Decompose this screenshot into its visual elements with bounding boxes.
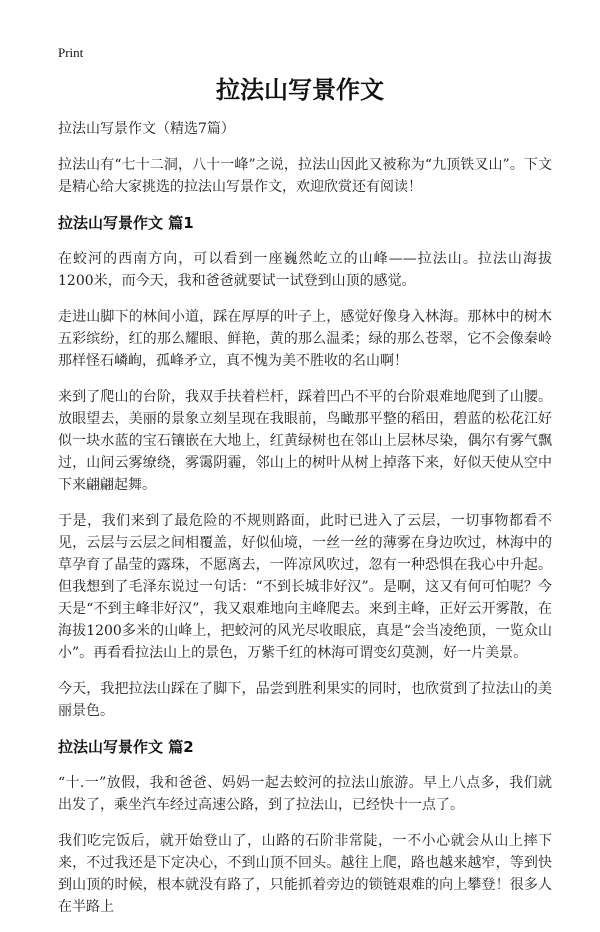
section-paragraph: “十.一”放假，我和爸爸、妈妈一起去蛟河的拉法山旅游。早上八点多，我们就出发了，乘坐汽车经过高速公路，到了拉法山，已经快十一点了。: [58, 775, 552, 813]
print-label: Print: [58, 45, 84, 60]
section-1: [58, 212, 552, 722]
page-title: 拉法山写景作文: [216, 76, 384, 104]
section-paragraph: 在蛟河的西南方向，可以看到一座巍然屹立的山峰——拉法山。拉法山海拔1200米，而今天，我和爸爸就要试一试登到山顶的感觉。: [58, 251, 552, 289]
section-paragraph: 走进山脚下的林间小道，踩在厚厚的叶子上，感觉好像身入林海。那林中的树木五彩缤纷，红的那么耀眼、鲜艳，黄的那么温柔；绿的那么苍翠，它不会像秦岭那样怪石嶙峋，孤峰矛立，真不愧为美不胜收的名山啊！: [58, 309, 552, 369]
section-2: [58, 736, 552, 918]
intro-paragraph: 拉法山有“七十二洞，八十一峰”之说，拉法山因此又被称为“九顶铁叉山”。下文是精心给大家挑选的拉法山写景作文，欢迎欣赏还有阅读！: [58, 157, 552, 195]
section-heading: 拉法山写景作文 篇1: [58, 214, 194, 232]
article-body: [58, 118, 552, 932]
section-paragraph: 我们吃完饭后，就开始登山了，山路的石阶非常陡，一不小心就会从山上摔下来，不过我还是下定决心，不到山顶不回头。越往上爬，路也越来越窄，等到快到山顶的时候，根本就没有路了，只能抓着旁边的锁链艰难的向上攀登！很多人在半路上: [58, 833, 552, 915]
article-subtitle: 拉法山写景作文（精选7篇）: [58, 121, 235, 137]
section-paragraph: 来到了爬山的台阶，我双手扶着栏杆，踩着凹凸不平的台阶艰难地爬到了山腰。放眼望去，美丽的景象立刻呈现在我眼前，鸟瞰那平整的稻田，碧蓝的松花江好似一块水蓝的宝石镶嵌在大地上，红黄绿树也在邻山上层林尽染，偶尔有雾气飘过，山间云雾缭绕，雾霭阴霾，邻山上的树叶从树上掉落下来，好似天使从空中下来翩翩起舞。: [58, 389, 552, 493]
section-heading: 拉法山写景作文 篇2: [58, 738, 194, 756]
section-paragraph: 于是，我们来到了最危险的不规则路面，此时已进入了云层，一切事物都看不见，云层与云层之间相覆盖，好似仙境，一丝一丝的薄雾在身边吹过，林海中的草孕育了晶莹的露珠，不愿离去，一阵凉风吹过，忽有一种恐惧在我心中升起。但我想到了毛泽东说过一句话：“不到长城非好汉”。是啊，这又有何可怕呢？今天是“不到主峰非好汉”，我又艰难地向主峰爬去。来到主峰，正好云开雾散，在海拔1200多米的山峰上，把蛟河的风光尽收眼底，真是“会当凌绝顶，一览众山小”。再看看拉法山上的景色，万紫千红的林海可谓变幻莫测，好一片美景。: [58, 513, 552, 661]
section-paragraph: 今天，我把拉法山踩在了脚下，品尝到胜利果实的同时，也欣赏到了拉法山的美丽景色。: [58, 681, 552, 719]
